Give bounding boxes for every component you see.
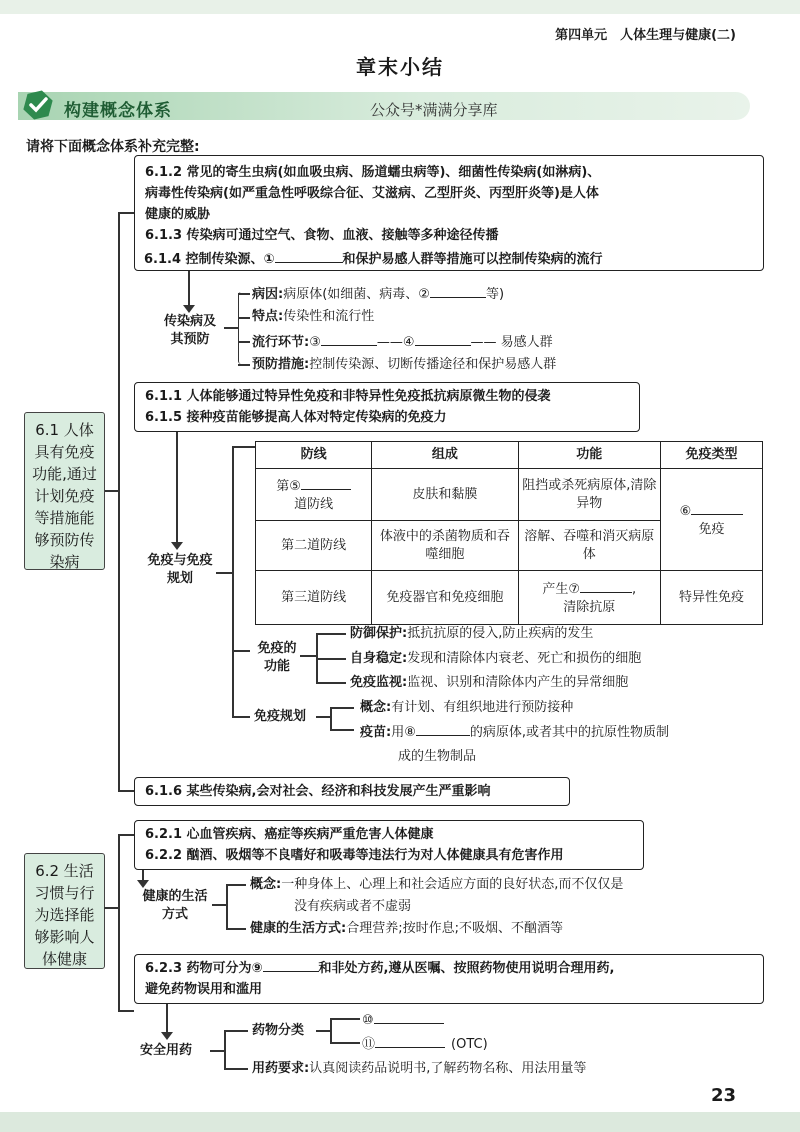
answer-blank-3[interactable] <box>321 332 377 346</box>
answer-blank-2[interactable] <box>430 284 486 298</box>
connector-box3 <box>118 790 134 792</box>
checkmark-icon <box>22 89 54 121</box>
planning-label: 免疫规划 <box>254 709 307 724</box>
prevent-row: 预防措施:控制传染源、切断传播途径和保护易感人群 <box>252 357 557 372</box>
arrow-down-icon <box>183 305 195 313</box>
table-row: 第二道防线 体液中的杀菌物质和吞噬细胞 溶解、吞噬和消灭病原体 <box>256 521 763 571</box>
function-defense: 防御保护:抵抗抗原的侵入,防止疾病的发生 <box>350 626 594 641</box>
unit-header: 第四单元 人体生理与健康(二) <box>555 28 736 43</box>
top-band <box>0 0 800 14</box>
watermark: 公众号*满满分享库 <box>370 101 498 119</box>
page-number: 23 <box>710 1085 736 1106</box>
main-vertical-line-2 <box>118 834 120 1010</box>
box-6-1-6: 6.1.6 某些传染病,会对社会、经济和科技发展产生严重影响 <box>134 777 570 806</box>
medicine-label: 安全用药 <box>140 1043 193 1058</box>
answer-blank-10[interactable] <box>374 1010 444 1024</box>
lifestyle-label: 健康的生活方式 <box>142 889 208 922</box>
answer-blank-4[interactable] <box>415 332 471 346</box>
main-vertical-line <box>118 212 120 791</box>
feature-row: 特点:传染性和流行性 <box>252 309 375 324</box>
box-6-2-1: 6.2.1 心血管疾病、癌症等疾病严重危害人体健康 6.2.2 酗酒、吸烟等不良嗜好和吸毒等违法行为对人体健康具有危害作用 <box>134 820 644 870</box>
chain-row: 流行环节:③ ——④ —— 易感人群 <box>252 332 553 352</box>
brace-lifestyle <box>226 884 228 928</box>
brace-planning <box>330 707 332 729</box>
side-box-6-2: 6.2 生活习惯与行为选择能够影响人体健康 <box>24 853 105 969</box>
answer-blank-5[interactable] <box>301 476 351 490</box>
infectious-label: 传染病及其预防 <box>163 314 216 347</box>
planning-vaccine-cont: 成的生物制品 <box>398 749 477 764</box>
bottom-band <box>0 1112 800 1132</box>
arrow-down-icon <box>171 542 183 550</box>
function-surveillance: 免疫监视:监视、识别和清除体内产生的异常细胞 <box>350 675 629 690</box>
connector-box1 <box>118 212 134 214</box>
connector-side61 <box>104 490 119 492</box>
lifestyle-concept: 概念:一种身体上、心理上和社会适应方面的良好状态,而不仅仅是 <box>250 877 624 892</box>
brace-immunity <box>232 446 234 716</box>
answer-blank-8[interactable] <box>416 722 470 736</box>
planning-concept: 概念:有计划、有组织地进行预防接种 <box>360 700 574 715</box>
banner-label: 构建概念体系 <box>64 101 172 121</box>
defense-table: 防线 组成 功能 免疫类型 第⑤ 道防线 皮肤和黏膜 阻挡或杀死病原体,清除异物 ⑥ 免疫 第二道防线 体液中的杀菌物质和吞噬细胞 溶解、吞噬和消灭病原体 第三道防线 免疫器官和免疫细胞 产生⑦ , 清除抗原 特异性免疫 <box>255 441 763 625</box>
arrow-line-2 <box>176 432 178 544</box>
answer-blank-1[interactable] <box>275 249 343 263</box>
answer-blank-7[interactable] <box>580 579 632 593</box>
instruction: 请将下面概念体系补充完整: <box>26 139 200 155</box>
functions-label: 免疫的功能 <box>257 641 297 674</box>
immunity-label: 免疫与免疫规划 <box>147 553 213 586</box>
brace-infectious <box>238 292 241 364</box>
arrow-down-icon <box>161 1032 173 1040</box>
class-label: 药物分类 <box>252 1023 305 1038</box>
answer-blank-9[interactable] <box>263 958 319 972</box>
box-6-1-2: 6.1.2 常见的寄生虫病(如血吸虫病、肠道蠕虫病等)、细菌性传染病(如淋病)、 病毒性传染病(如严重急性呼吸综合征、艾滋病、乙型肝炎、丙型肝炎等)是人体 健康的威胁 6.1.3 传染病可通过空气、食物、血液、接触等多种途径传播 <box>134 155 764 271</box>
side-box-6-1: 6.1 人体具有免疫功能,通过计划免疫等措施能够预防传染病 <box>24 412 105 570</box>
table-row: 第三道防线 免疫器官和免疫细胞 产生⑦ , 清除抗原 特异性免疫 <box>256 571 763 625</box>
answer-blank-6[interactable] <box>691 501 743 515</box>
arrow-down-icon <box>137 880 149 888</box>
table-row: 第⑤ 道防线 皮肤和黏膜 阻挡或杀死病原体,清除异物 ⑥ 免疫 <box>256 469 763 521</box>
planning-vaccine: 疫苗:用⑧ 的病原体,或者其中的抗原性物质制 <box>360 722 669 742</box>
box-6-1-1: 6.1.1 人体能够通过特异性免疫和非特异性免疫抵抗病原微生物的侵袭 6.1.5 接种疫苗能够提高人体对特定传染病的免疫力 <box>134 382 640 432</box>
cause-row: 病因:病原体(如细菌、病毒、② 等) <box>252 284 504 304</box>
page-title: 章末小结 <box>356 55 444 79</box>
arrow-line-1 <box>188 271 190 309</box>
lifestyle-concept-cont: 没有疾病或者不虚弱 <box>294 899 412 914</box>
brace-medicine <box>224 1030 226 1068</box>
answer-blank-11[interactable] <box>375 1034 445 1048</box>
class-option-11: ⑪ (OTC) <box>362 1034 488 1054</box>
box1-line5: 6.1.4 控制传染源、① 和保护易感人群等措施可以控制传染病的流行 <box>144 248 603 267</box>
class-option-10: ⑩ <box>362 1010 444 1030</box>
medicine-requirement: 用药要求:认真阅读药品说明书,了解药物名称、用法用量等 <box>252 1061 587 1076</box>
function-stability: 自身稳定:发现和清除体内衰老、死亡和损伤的细胞 <box>350 651 642 666</box>
lifestyle-healthy: 健康的生活方式:合理营养;按时作息;不吸烟、不酗酒等 <box>250 921 563 936</box>
box-6-2-3: 6.2.3 药物可分为⑨ 和非处方药,遵从医嘱、按照药物使用说明合理用药, 避免药物误用和滥用 <box>134 954 764 1004</box>
